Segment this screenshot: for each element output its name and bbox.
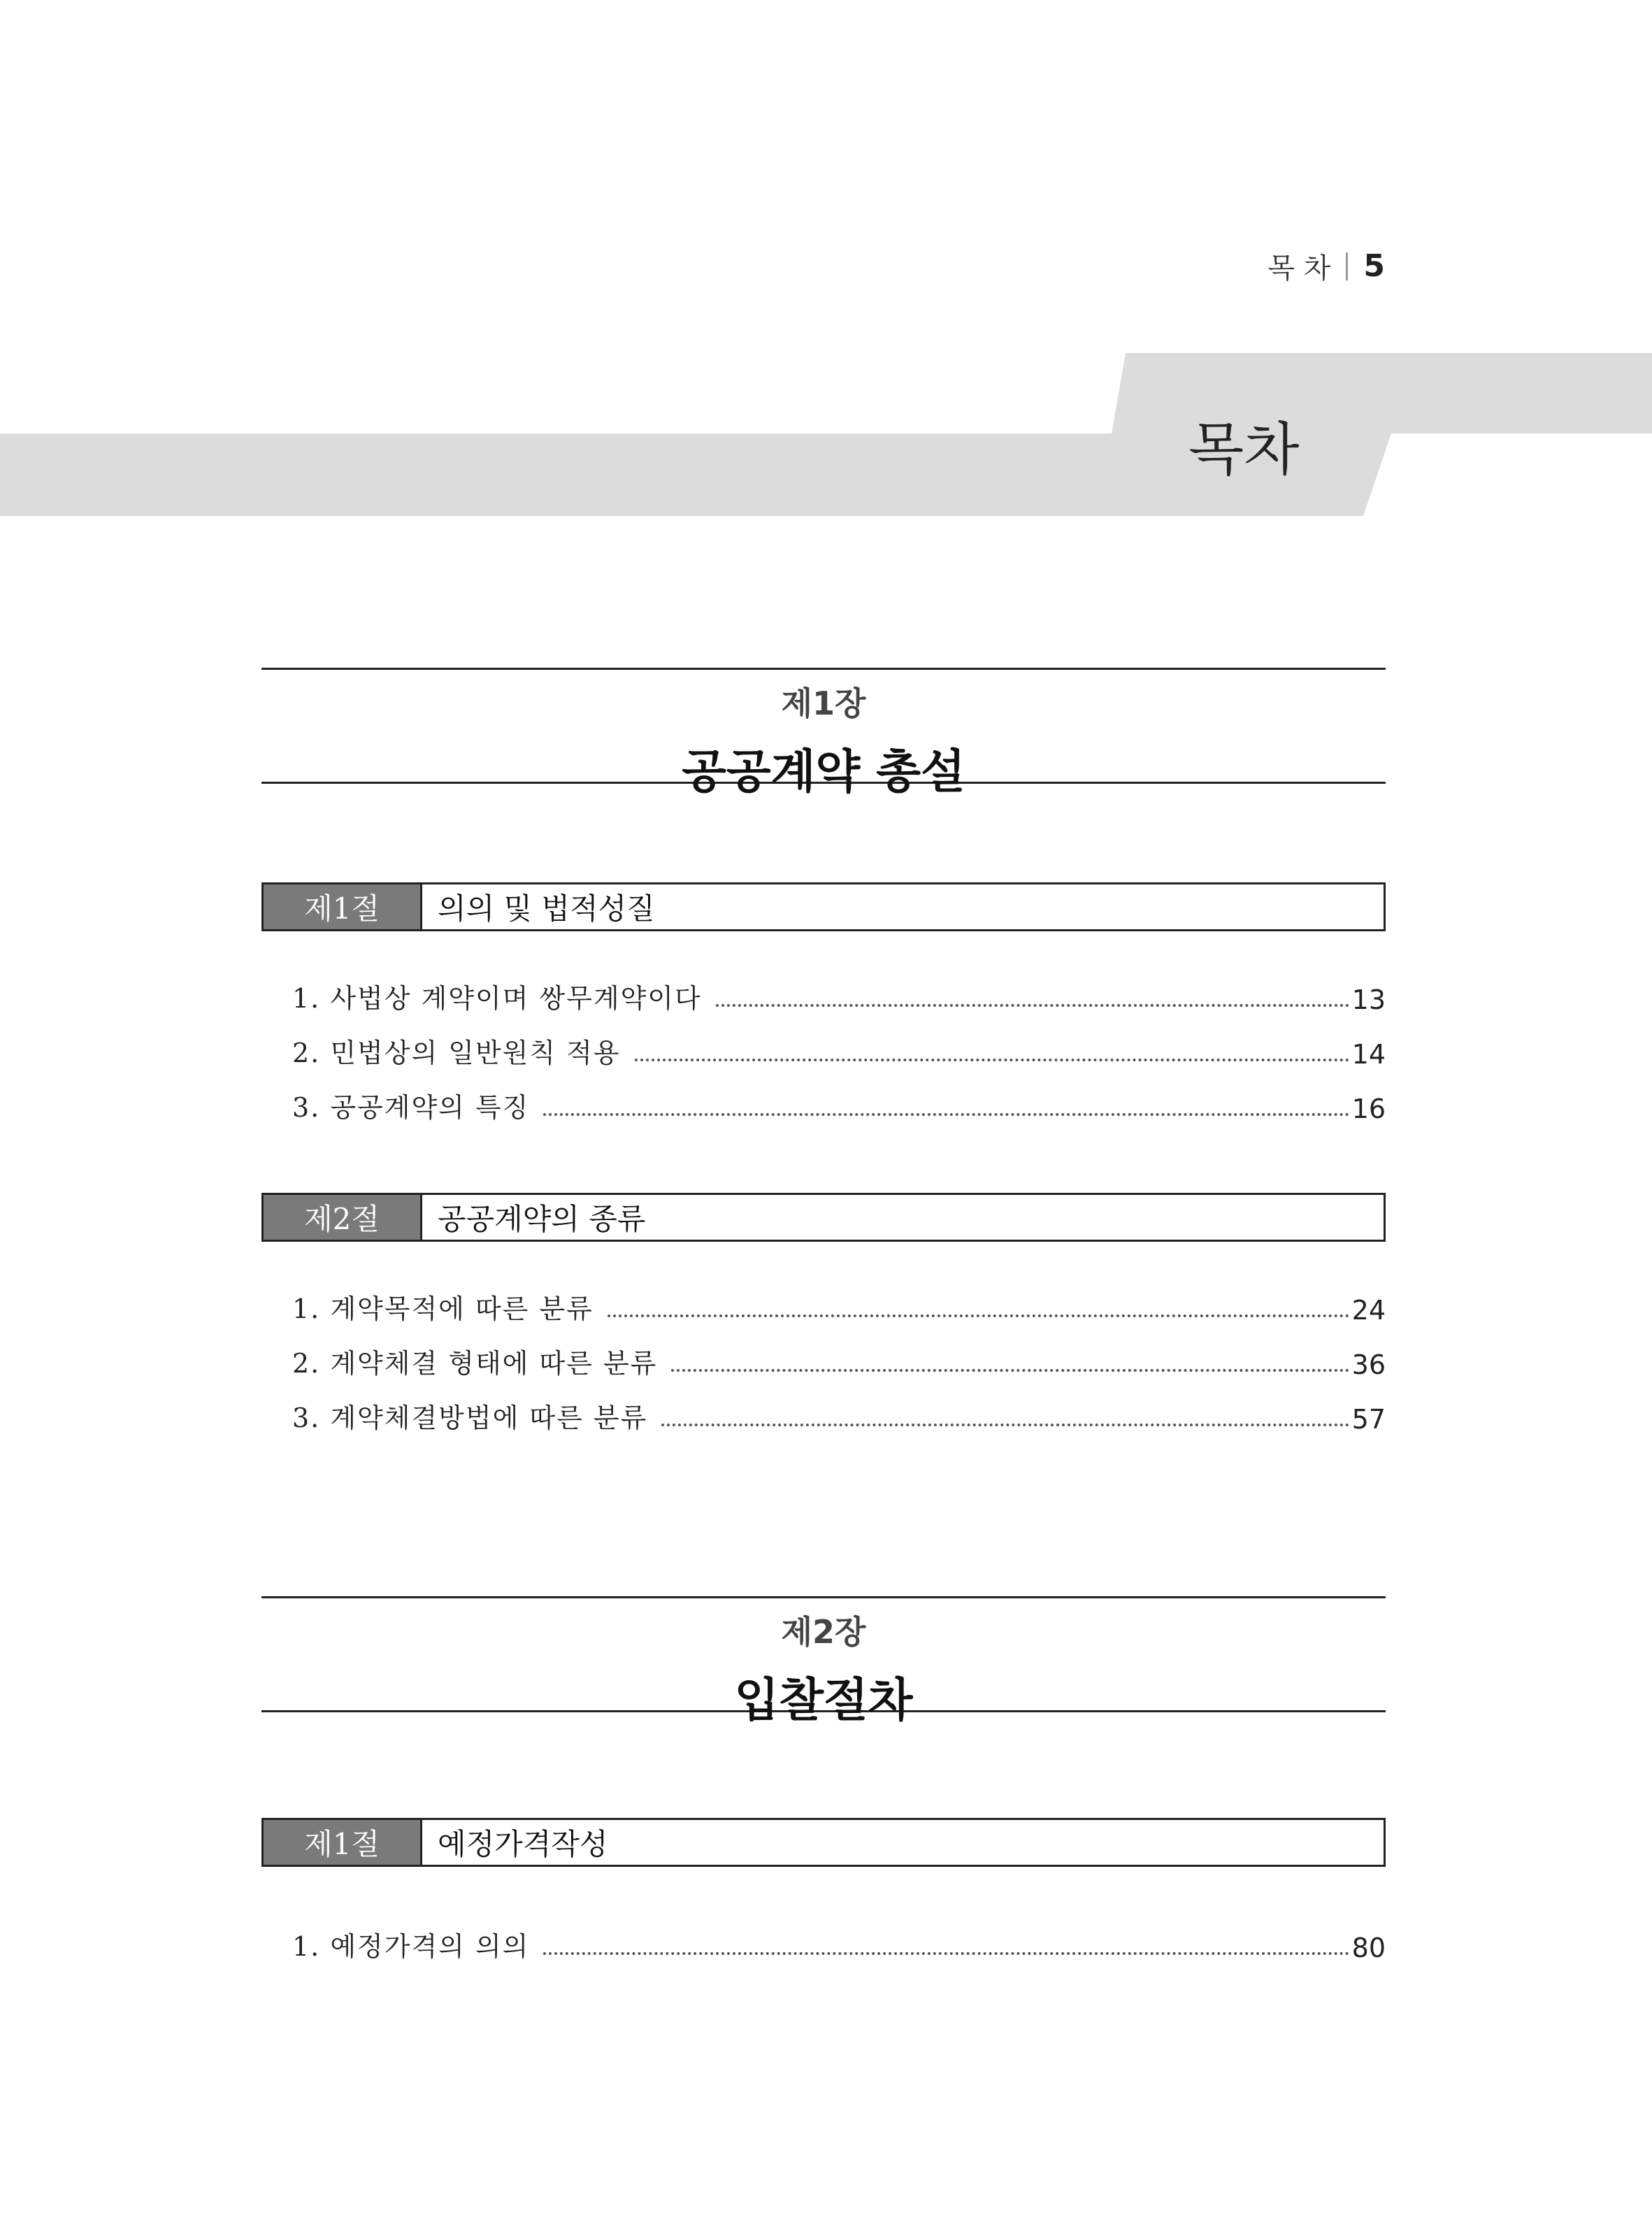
dot-leader — [543, 1113, 1349, 1116]
entry-page: 80 — [1351, 1933, 1386, 1963]
running-header-label: 목 차 — [1267, 252, 1331, 285]
entry-text: 1. 사법상 계약이며 쌍무계약이다 — [292, 983, 702, 1014]
chapter-1-header — [261, 668, 1386, 798]
toc-entry[interactable] — [292, 1396, 1386, 1435]
section-label: 제1절 — [264, 1820, 422, 1865]
entry-text: 1. 예정가격의 의의 — [292, 1931, 530, 1962]
entry-page: 16 — [1351, 1094, 1386, 1124]
entry-text: 3. 계약체결방법에 따른 분류 — [292, 1403, 648, 1433]
entry-page: 14 — [1351, 1039, 1386, 1070]
dot-leader — [671, 1369, 1349, 1372]
toc-entry[interactable] — [292, 1085, 1386, 1124]
entry-page: 24 — [1351, 1295, 1386, 1326]
dot-leader — [635, 1059, 1349, 1061]
section-label: 제1절 — [264, 884, 422, 929]
banner-title: 목차 — [1188, 417, 1300, 483]
entry-text: 2. 민법상의 일반원칙 적용 — [292, 1038, 621, 1068]
entry-text: 2. 계약체결 형태에 따른 분류 — [292, 1348, 658, 1379]
toc-entry[interactable] — [292, 1286, 1386, 1326]
entry-page: 57 — [1351, 1404, 1386, 1435]
section-title: 공공계약의 종류 — [438, 1202, 646, 1236]
section-label: 제2절 — [264, 1195, 422, 1240]
banner-shape — [0, 0, 1652, 531]
chapter-title: 입찰절차 — [734, 1673, 913, 1727]
dot-leader — [543, 1952, 1349, 1955]
toc-entry[interactable] — [292, 1031, 1386, 1070]
section-title: 의의 및 법적성질 — [438, 891, 655, 926]
chapter-title: 공공계약 총설 — [682, 745, 965, 798]
dot-leader — [661, 1424, 1349, 1426]
section-1-1[interactable] — [261, 882, 1386, 931]
toc-entry[interactable] — [292, 976, 1386, 1015]
toc-entry[interactable] — [292, 1924, 1386, 1963]
toc-banner — [0, 0, 1652, 531]
toc-entry[interactable] — [292, 1341, 1386, 1380]
section-2-1[interactable] — [261, 1818, 1386, 1867]
dot-leader — [608, 1314, 1349, 1317]
page-number: 5 — [1363, 248, 1385, 284]
chapter-number: 제1장 — [781, 685, 866, 722]
entry-text: 1. 계약목적에 따른 분류 — [292, 1293, 594, 1324]
entry-text: 3. 공공계약의 특징 — [292, 1092, 530, 1123]
section-title: 예정가격작성 — [438, 1827, 608, 1861]
section-1-2[interactable] — [261, 1193, 1386, 1242]
chapter-number: 제2장 — [781, 1613, 866, 1651]
entry-page: 36 — [1351, 1349, 1386, 1380]
dot-leader — [716, 1004, 1349, 1007]
chapter-2-header — [261, 1596, 1386, 1727]
entry-page: 13 — [1351, 984, 1386, 1015]
